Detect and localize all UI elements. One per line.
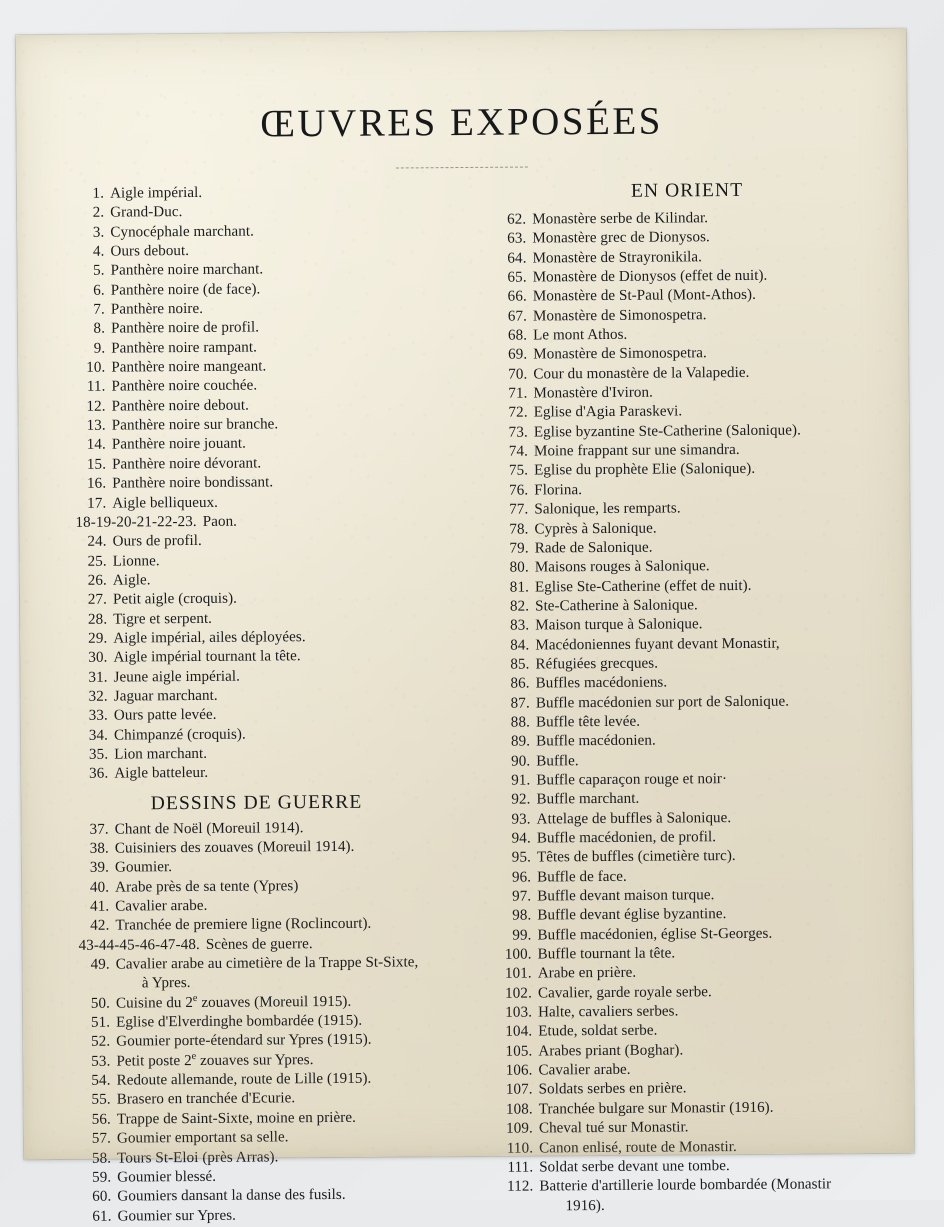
entry-text: Monastère d'Iviron. (533, 384, 653, 402)
entry-superscript: e (192, 992, 198, 1004)
entry-text: Eglise byzantine Ste-Catherine (Salonique). (533, 422, 801, 441)
entry-text: Eglise d'Agia Paraskevi. (533, 403, 683, 421)
entry-text: Le mont Athos. (533, 326, 628, 344)
entry-text: Buffle devant église byzantine. (537, 906, 727, 924)
entry-number: 36. (89, 765, 109, 783)
entry-number: 111. (507, 1159, 534, 1176)
entry-number: 107. (505, 1081, 533, 1099)
entry-number: 2. (92, 204, 105, 222)
entry-text: Buffle de face. (537, 868, 627, 886)
entry-text: Arabe près de sa tente (Ypres) (115, 877, 299, 896)
left-column (73, 182, 481, 1227)
entry-text: Aigle. (112, 572, 151, 589)
entry-text: Buffles macédoniens. (535, 674, 668, 692)
entry-text: Brasero en tranchée d'Ecurie. (116, 1090, 296, 1109)
entry-number: 25. (87, 553, 107, 570)
entry-text: Petit poste 2e zouaves sur Ypres. (116, 1050, 314, 1070)
entry-text: Cavalier arabe. (538, 1061, 631, 1079)
entry-text: Têtes de buffles (cimetière turc). (536, 848, 736, 866)
entry-text: Cuisine du 2e zouaves (Moreuil 1915). (115, 992, 352, 1012)
entry-continuation: 1916). (565, 1197, 605, 1214)
entry-number: 42. (90, 917, 110, 935)
entry-number: 30. (88, 649, 108, 667)
entry-number: 57. (91, 1130, 112, 1147)
entry-number: 100. (504, 946, 532, 963)
entry-number: 28. (87, 611, 108, 628)
entry-number: 97. (511, 888, 532, 905)
entry-number: 103. (505, 1004, 533, 1021)
entry-number: 70. (508, 366, 528, 383)
catalogue-entry (79, 953, 479, 995)
entry-number: 106. (505, 1062, 533, 1079)
entry-number: 91. (511, 772, 531, 789)
entry-number: 61. (92, 1208, 112, 1225)
entry-number: 72. (508, 404, 528, 422)
entry-number: 110. (506, 1140, 534, 1157)
entry-number: 112. (507, 1178, 534, 1195)
entry-text: Goumier. (114, 859, 173, 876)
entry-text: Panthère noire mangeant. (111, 358, 267, 376)
entry-number: 67. (507, 308, 528, 325)
entry-number: 56. (91, 1111, 111, 1128)
entry-text: Buffle devant maison turque. (537, 887, 715, 905)
entry-text: Petit aigle (croquis). (112, 590, 238, 608)
entry-text: Arabe en prière. (537, 965, 637, 982)
entry-number: 89. (510, 733, 531, 750)
entry-text: Monastère de St-Paul (Mont-Athos). (532, 287, 756, 305)
entry-number: 71. (508, 385, 528, 402)
entry-number: 15. (86, 456, 107, 473)
entry-number: 104. (505, 1023, 533, 1041)
entry-text: Buffle macédonien, de profil. (536, 829, 717, 847)
entry-text: Batterie d'artillerie lourde bombardée (Monastir 1916). (533, 1175, 916, 1216)
entry-number: 39. (89, 859, 110, 877)
entry-number: 50. (90, 995, 111, 1012)
entry-superscript: e (191, 1050, 197, 1062)
entry-number: 11. (86, 379, 106, 396)
entry-number: 34. (88, 727, 109, 744)
entry-number: 14. (86, 437, 106, 454)
entry-text: Buffle. (536, 752, 579, 770)
entry-number: 1. (92, 185, 105, 202)
entry-number: 75. (508, 463, 529, 480)
entry-text: Aigle batteleur. (114, 765, 209, 782)
entry-number: 77. (509, 501, 529, 518)
entry-number: 31. (88, 669, 108, 686)
catalogue-list (73, 182, 477, 785)
entry-text: Lionne. (112, 552, 160, 570)
entry-number: 13. (86, 417, 106, 434)
entry-text: Trappe de Saint-Sixte, moine en prière. (116, 1109, 356, 1128)
entry-number: 102. (505, 985, 532, 1002)
entry-text: Monastère serbe de Kilindar. (532, 210, 709, 228)
entry-number: 83. (510, 617, 530, 634)
entry-number: 60. (92, 1188, 112, 1205)
entry-text: Ours de profil. (112, 533, 202, 550)
entry-text: Arabes priant (Boghar). (538, 1042, 684, 1060)
entry-number: 6. (93, 282, 105, 299)
entry-number: 78. (509, 521, 529, 538)
entry-text: Cyprès à Salonique. (534, 520, 657, 537)
entry-number: 55. (91, 1092, 111, 1109)
entry-number: 80. (509, 559, 529, 576)
entry-number: 88. (510, 714, 531, 731)
entry-number: 49. (90, 956, 110, 973)
entry-number: 90. (510, 753, 531, 770)
entry-number: 4. (92, 243, 105, 260)
entry-text: Aigle impérial, ailes déployées. (113, 629, 306, 647)
entry-text: Rade de Salonique. (534, 539, 653, 557)
entry-number: 69. (508, 346, 528, 364)
entry-number: 86. (510, 675, 530, 692)
entry-text: Panthère noire jouant. (111, 436, 246, 454)
entry-text: Chant de Noël (Moreuil 1914). (114, 819, 304, 838)
entry-number: 53. (91, 1053, 111, 1070)
title-divider (396, 167, 528, 169)
entry-text: Goumier sur Ypres. (117, 1207, 237, 1225)
section-heading: EN ORIENT (630, 179, 744, 202)
entry-number: 17. (87, 495, 107, 512)
entry-text: Cavalier arabe au cimetière de la Trappe St-Sixte, à Ypres. (110, 953, 479, 994)
entry-number: 65. (507, 269, 527, 286)
entry-number: 82. (509, 598, 530, 615)
catalogue-list (78, 818, 481, 1227)
entry-text: Maison turque à Salonique. (535, 616, 703, 634)
entry-text: Monastère de Dionysos (effet de nuit). (532, 267, 768, 286)
paper-sheet (16, 29, 914, 1225)
entry-text: Buffle macédonien. (536, 732, 656, 750)
entry-number: 54. (91, 1072, 111, 1089)
entry-number: 32. (88, 688, 108, 705)
entry-text: Ours patte levée. (113, 707, 217, 724)
entry-text: Panthère noire dévorant. (111, 455, 262, 473)
entry-number: 24. (87, 533, 107, 550)
entry-text: Ste-Catherine à Salonique. (535, 597, 698, 615)
entry-number: 51. (90, 1014, 111, 1031)
entry-number: 18-19-20-21-22-23. (75, 513, 197, 531)
entry-text: Buffle macédonien sur port de Salonique. (535, 693, 790, 712)
entry-text: Goumier blessé. (117, 1168, 217, 1186)
entry-number: 68. (507, 327, 528, 344)
entry-number: 95. (511, 849, 531, 867)
entry-text: Jaguar marchant. (113, 687, 218, 705)
entry-text: Grand-Duc. (110, 204, 183, 221)
entry-number: 5. (93, 263, 105, 280)
section-heading: DESSINS DE GUERRE (150, 791, 363, 814)
entry-number: 64. (507, 250, 527, 267)
entry-text: Aigle impérial tournant la tête. (113, 648, 301, 666)
entry-number: 58. (91, 1150, 112, 1167)
entry-text: Panthère noire marchant. (110, 261, 264, 279)
entry-text: Panthère noire rampant. (111, 339, 257, 357)
entry-number: 92. (511, 791, 531, 808)
entry-number: 3. (92, 224, 105, 241)
entry-number: 10. (86, 359, 106, 376)
catalogue-entry (80, 1204, 480, 1226)
entry-number: 73. (508, 424, 528, 441)
entry-number: 38. (89, 840, 109, 857)
entry-text: Eglise du prophète Elie (Salonique). (534, 461, 756, 479)
entry-number: 76. (509, 482, 529, 499)
entry-text: Canon enlisé, route de Monastir. (539, 1138, 737, 1156)
entry-number: 94. (511, 830, 531, 847)
entry-text: Eglise Ste-Catherine (effet de nuit). (534, 577, 752, 596)
entry-number: 41. (90, 898, 110, 915)
entry-text: Cheval tué sur Monastir. (538, 1119, 689, 1137)
entry-text: Buffle tournant la tête. (537, 945, 676, 963)
entry-text: Panthère noire de profil. (110, 319, 260, 337)
entry-number: 79. (509, 540, 529, 557)
entry-text: Redoute allemande, route de Lille (1915). (116, 1070, 372, 1089)
entry-text: Eglise d'Elverdinghe bombardée (1915). (116, 1012, 363, 1031)
catalogue-list (491, 208, 916, 1217)
entry-text: Aigle belliqueux. (112, 494, 219, 512)
entry-text: Moine frappant sur une simandra. (533, 442, 740, 460)
entry-text: Tigre et serpent. (113, 610, 213, 628)
entry-number: 96. (511, 869, 532, 886)
entry-number: 98. (512, 907, 532, 925)
catalogue-columns (17, 179, 915, 1227)
entry-number: 99. (512, 927, 532, 944)
entry-text: Chimpanzé (croquis). (113, 726, 246, 744)
entry-text: Florina. (534, 481, 583, 499)
entry-text: Halte, cavaliers serbes. (538, 1003, 679, 1021)
entry-number: 81. (509, 579, 530, 596)
entry-number: 62. (507, 211, 527, 228)
entry-text: Panthère noire debout. (111, 397, 249, 415)
entry-text: Goumiers dansant la danse des fusils. (117, 1187, 346, 1205)
catalogue-entry (498, 1175, 916, 1217)
entry-text: Monastère de Simonospetra. (532, 306, 707, 325)
entry-text: Cour du monastère de la Valapedie. (533, 364, 750, 383)
entry-number: 37. (89, 821, 109, 838)
entry-number: 84. (510, 637, 530, 654)
entry-text: Cavalier arabe. (115, 897, 208, 915)
entry-number: 74. (508, 443, 529, 460)
entry-text: Tranchée de premiere ligne (Roclincourt). (115, 916, 372, 934)
entry-number: 85. (510, 656, 530, 673)
entry-number: 108. (505, 1101, 533, 1118)
entry-text: Panthère noire bondissant. (112, 474, 274, 492)
entry-text: Panthère noire (de face). (110, 281, 261, 299)
entry-text: Jeune aigle impérial. (113, 668, 241, 686)
entry-number: 101. (504, 965, 532, 983)
entry-text: Panthère noire couchée. (111, 377, 258, 396)
entry-text: Panthère noire sur branche. (111, 416, 279, 434)
entry-text: Cavalier, garde royale serbe. (537, 983, 712, 1002)
page-title: ŒUVRES EXPOSÉES (260, 99, 664, 146)
entry-number: 27. (87, 591, 108, 608)
entry-number: 40. (89, 879, 110, 896)
entry-text: Etude, soldat serbe. (538, 1023, 658, 1040)
entry-text: Panthère noire. (110, 300, 204, 318)
entry-number: 109. (506, 1120, 533, 1137)
entry-text: Tours St-Eloi (près Arras). (117, 1148, 279, 1167)
entry-number: 16. (86, 475, 107, 492)
entry-text: Monastère de Strayronikila. (532, 248, 703, 267)
entry-number: 59. (92, 1169, 112, 1186)
right-column (473, 179, 917, 1217)
entry-number: 7. (93, 301, 105, 318)
entry-text: Paon. (202, 513, 238, 530)
entry-text: Cynocéphale marchant. (110, 223, 254, 241)
entry-text: Goumier emportant sa selle. (116, 1129, 289, 1147)
entry-number: 105. (505, 1043, 533, 1060)
entry-number: 66. (507, 288, 527, 306)
entry-number: 8. (93, 321, 106, 338)
entry-number: 29. (88, 630, 108, 647)
entry-text: Buffle caparaçon rouge et noir· (536, 771, 728, 789)
entry-text: Macédoniennes fuyant devant Monastir, (535, 635, 780, 654)
entry-text: Buffle tête levée. (535, 713, 641, 731)
entry-text: Attelage de buffles à Salonique. (536, 809, 732, 828)
entry-number: 87. (510, 695, 530, 712)
document-content (16, 29, 914, 1225)
entry-text: Ours debout. (110, 243, 190, 260)
entry-text: Cuisiniers des zouaves (Moreuil 1914). (114, 838, 355, 857)
entry-text: Goumier porte-étendard sur Ypres (1915). (116, 1032, 372, 1051)
entry-text: Buffle macédonien, église St-Georges. (537, 925, 773, 944)
entry-text: Tranchée bulgare sur Monastir (1916). (538, 1099, 774, 1118)
entry-number: 9. (93, 340, 106, 357)
entry-text: Monastère de Simonospetra. (533, 345, 707, 363)
entry-text: Salonique, les remparts. (534, 500, 681, 518)
entry-number: 63. (507, 230, 527, 248)
entry-text: Scènes de guerre. (205, 935, 313, 953)
entry-number: 93. (511, 811, 531, 828)
entry-text: Lion marchant. (114, 745, 208, 763)
entry-number: 33. (88, 707, 108, 725)
entry-number: 12. (86, 398, 106, 415)
entry-text: Soldat serbe devant une tombe. (539, 1157, 730, 1176)
entry-number: 35. (88, 746, 109, 763)
entry-text: Monastère grec de Dionysos. (532, 229, 710, 247)
entry-text: Maisons rouges à Salonique. (534, 558, 710, 576)
entry-text: Soldats serbes en prière. (538, 1080, 687, 1098)
entry-text: Réfugiées grecques. (535, 655, 659, 673)
entry-continuation: à Ypres. (141, 975, 191, 992)
catalogue-entry (77, 762, 477, 784)
entry-text: Aigle impérial. (109, 184, 203, 202)
entry-number: 26. (87, 572, 107, 589)
entry-text: Buffle marchant. (536, 791, 640, 808)
entry-number: 52. (91, 1034, 111, 1051)
entry-number: 43-44-45-46-47-48. (78, 936, 200, 954)
